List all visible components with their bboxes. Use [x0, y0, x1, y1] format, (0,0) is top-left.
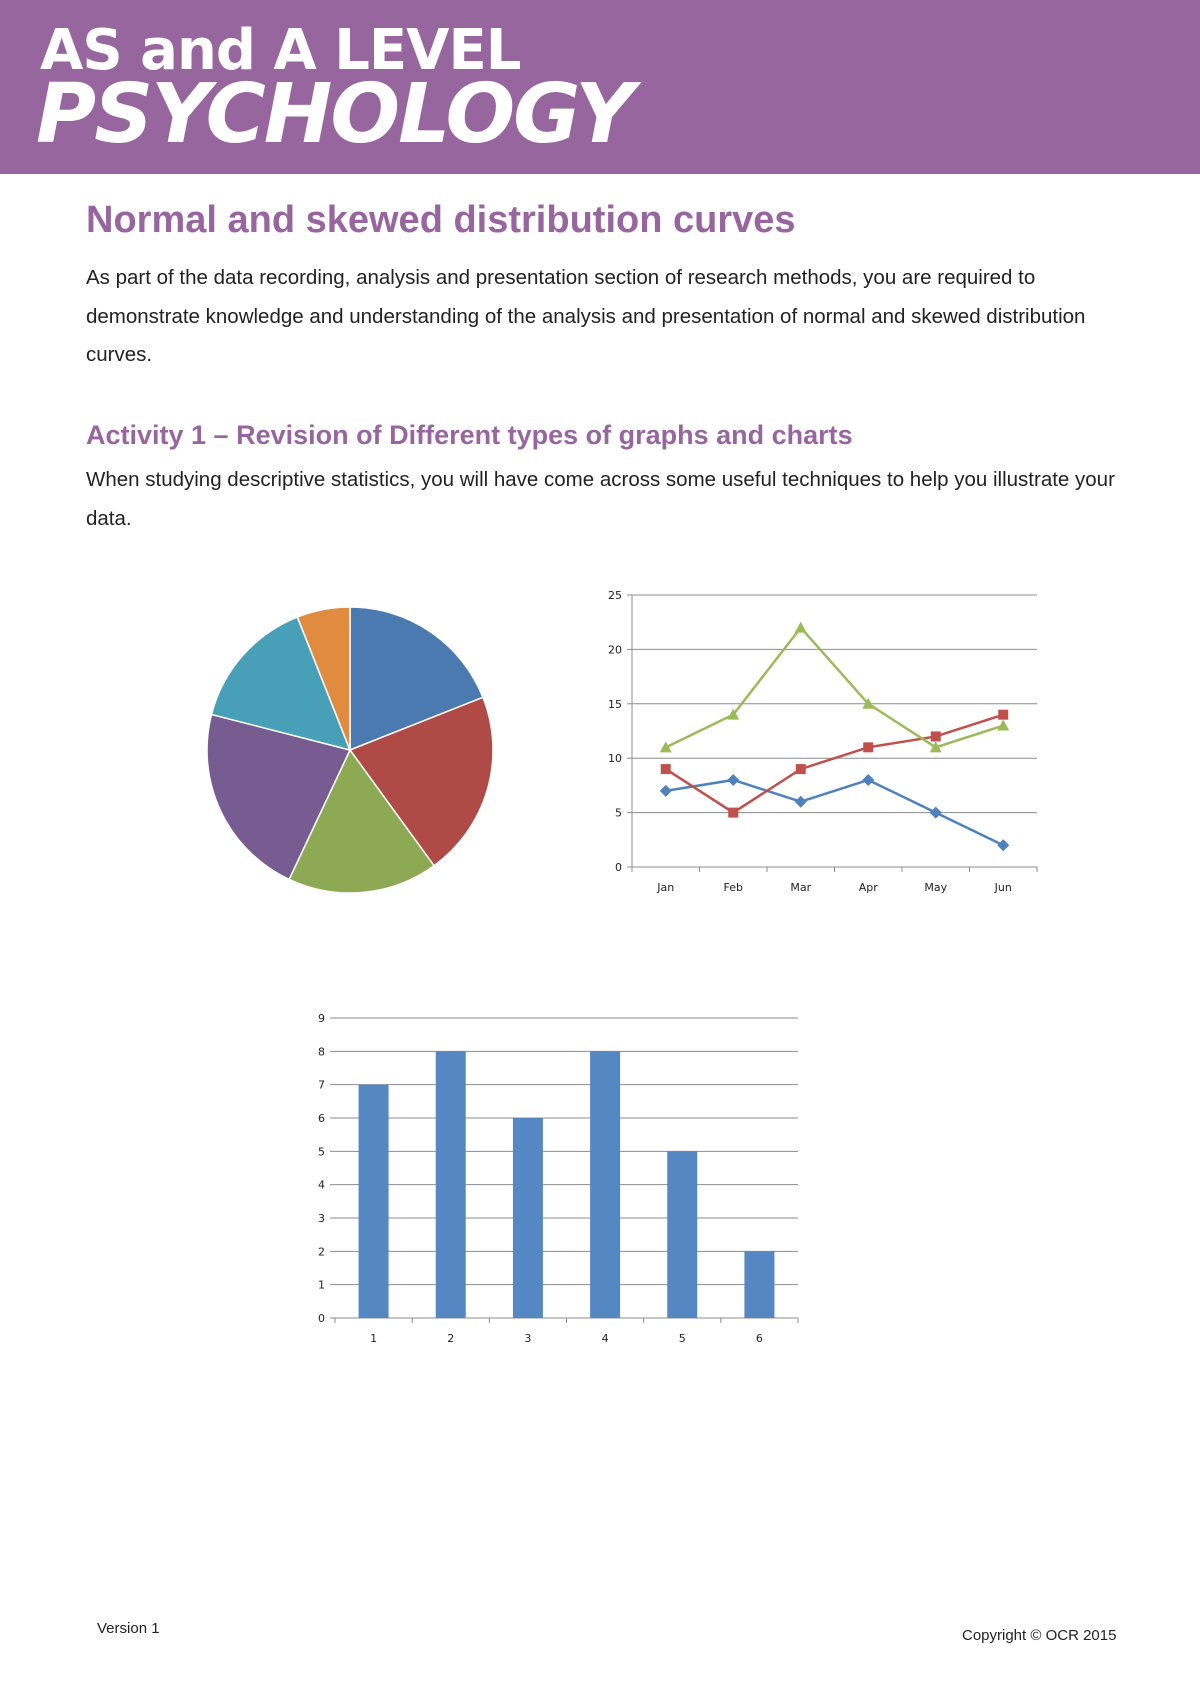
series-1-point [795, 796, 807, 808]
series-1-point [930, 807, 942, 819]
y-tick-label: 3 [318, 1212, 325, 1225]
x-tick-label: Feb [723, 881, 743, 894]
header-banner [0, 0, 1200, 174]
activity-paragraph: When studying descriptive statistics, you will have come across some useful techniques to help you illustrate your data. [86, 468, 1115, 530]
series-1-point [997, 839, 1009, 851]
series-3-point [660, 741, 672, 752]
x-tick-label: 5 [678, 1332, 686, 1345]
x-tick-label: 4 [601, 1332, 609, 1345]
series-line-3 [666, 628, 1004, 748]
series-2-point [998, 710, 1008, 720]
intro-paragraph: As part of the data recording, analysis and presentation section of research methods, you are required to demonstrate knowledge and understanding of the analysis and presentation of normal and skewed distribution curves. [86, 266, 1086, 366]
y-tick-label: 2 [318, 1245, 325, 1259]
y-tick-label: 1 [318, 1278, 325, 1292]
y-tick-label: 0 [318, 1312, 325, 1325]
y-tick-label: 5 [318, 1145, 325, 1159]
x-tick-label: 1 [370, 1332, 378, 1345]
bar-4 [590, 1051, 620, 1318]
x-tick-label: Jan [657, 881, 675, 894]
x-tick-label: May [924, 881, 948, 894]
series-1-point [660, 785, 672, 797]
version-label: Version 1 [97, 1620, 160, 1637]
x-tick-label: Jun [994, 881, 1012, 894]
y-tick-label: 0 [615, 861, 622, 874]
x-tick-label: 3 [524, 1332, 532, 1345]
activity-heading: Activity 1 – Revision of Different types of graphs and charts [86, 420, 853, 450]
y-tick-label: 8 [318, 1045, 325, 1059]
header-line1: AS and A LEVEL [40, 18, 521, 83]
series-line-2 [666, 715, 1004, 813]
series-1-point [727, 774, 739, 786]
bar-5 [667, 1151, 697, 1318]
x-tick-label: 6 [755, 1332, 763, 1345]
y-tick-label: 25 [608, 589, 622, 602]
x-tick-label: Apr [858, 881, 878, 894]
line-chart [580, 580, 1050, 900]
series-2-point [796, 764, 806, 774]
bar-3 [513, 1118, 543, 1318]
series-2-point [931, 731, 941, 741]
series-2-point [661, 764, 671, 774]
y-tick-label: 9 [318, 1012, 325, 1025]
y-tick-label: 7 [318, 1078, 325, 1092]
bar-2 [436, 1051, 466, 1318]
header-line2: PSYCHOLOGY [36, 67, 633, 162]
bar-1 [359, 1085, 389, 1318]
y-tick-label: 4 [318, 1178, 325, 1192]
y-tick-label: 20 [608, 643, 622, 657]
series-3-point [997, 720, 1009, 731]
series-2-point [863, 742, 873, 752]
y-tick-label: 5 [615, 806, 622, 820]
y-tick-label: 6 [318, 1112, 325, 1125]
pie-chart [195, 595, 505, 905]
x-tick-label: 2 [447, 1332, 455, 1345]
bar-6 [744, 1251, 774, 1318]
copyright-label: Copyright © OCR 2015 [962, 1627, 1117, 1644]
y-tick-label: 15 [608, 697, 622, 711]
series-2-point [728, 808, 738, 818]
y-tick-label: 10 [608, 752, 622, 766]
series-3-point [795, 622, 807, 633]
bar-chart [300, 1000, 810, 1360]
page-title: Normal and skewed distribution curves [86, 199, 796, 241]
series-1-point [862, 774, 874, 786]
x-tick-label: Mar [790, 881, 812, 894]
